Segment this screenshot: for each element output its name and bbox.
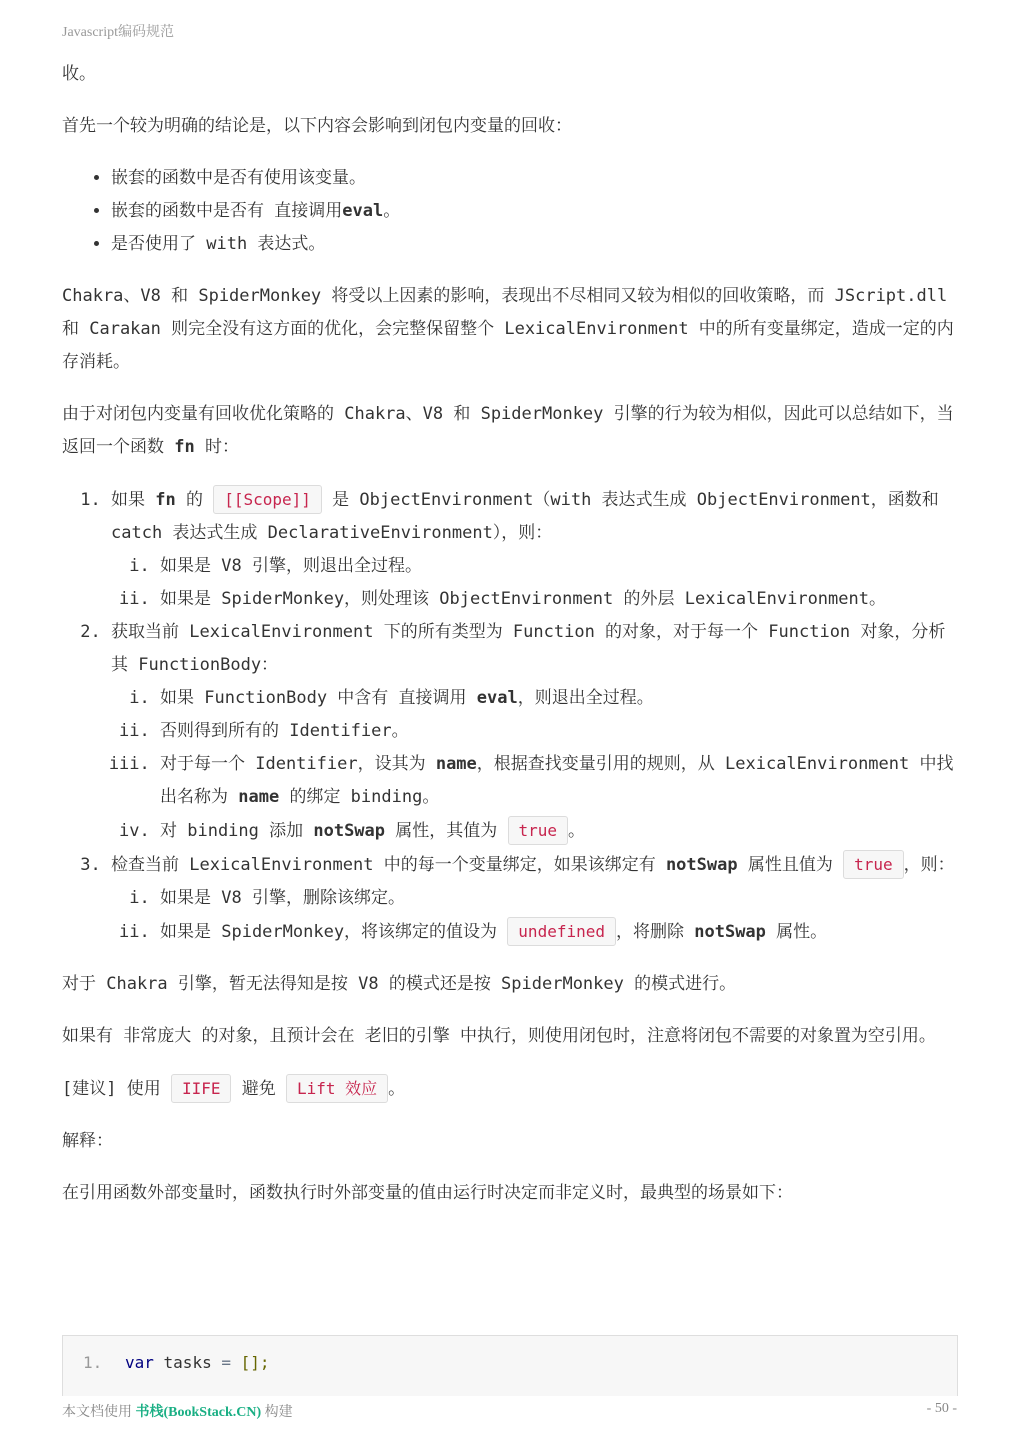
substep-text: ，将删除 bbox=[616, 922, 695, 942]
list-item bbox=[111, 195, 958, 228]
substep: ii. 如果是 SpiderMonkey，则处理该 ObjectEnvironment 的外层 LexicalEnvironment。 bbox=[160, 583, 958, 616]
substeps-list bbox=[111, 682, 958, 848]
factor-list bbox=[62, 162, 958, 261]
substep: i. 如果是 V8 引擎，则退出全过程。 bbox=[160, 550, 958, 583]
paragraph-conclusion: 首先一个较为明确的结论是，以下内容会影响到闭包内变量的回收： bbox=[62, 116, 572, 136]
keyword-name: name bbox=[435, 754, 477, 774]
paragraph-explanation-label: 解释： bbox=[62, 1131, 113, 1151]
substep bbox=[160, 748, 958, 814]
keyword-notswap: notSwap bbox=[313, 821, 386, 841]
inline-code-lift: Lift 效应 bbox=[286, 1074, 388, 1103]
code-operator: = bbox=[221, 1353, 231, 1372]
step-3 bbox=[111, 848, 958, 949]
step-2 bbox=[111, 616, 958, 848]
code-block bbox=[62, 1335, 958, 1396]
paragraph-chakra: 对于 Chakra 引擎，暂无法得知是按 V8 的模式还是按 SpiderMonkey 的模式进行。 bbox=[62, 974, 737, 994]
substep-text: 对 binding 添加 bbox=[160, 821, 314, 841]
substep-text: 对于每一个 Identifier，设其为 bbox=[160, 754, 436, 774]
substep-text: 属性，其值为 bbox=[385, 821, 508, 841]
paragraph-text: 避免 bbox=[231, 1079, 286, 1099]
step-text: 获取当前 LexicalEnvironment 下的所有类型为 Function 的对象，对于每一个 Function 对象，分析其 FunctionBody： bbox=[111, 622, 946, 675]
paragraph-summary bbox=[62, 398, 958, 464]
substep-text: ，根据查找变量引用的规则，从 LexicalEnvironment 中找出名称为 bbox=[160, 754, 954, 807]
keyword-fn: fn bbox=[174, 437, 195, 457]
code-identifier: tasks bbox=[153, 1353, 222, 1372]
page-header-title: Javascript编码规范 bbox=[62, 25, 174, 40]
substep-text: 属性。 bbox=[765, 922, 828, 942]
inline-code-scope: [[Scope]] bbox=[213, 485, 322, 514]
inline-code-true: true bbox=[843, 850, 904, 879]
step-text: 检查当前 LexicalEnvironment 中的每一个变量绑定，如果该绑定有 bbox=[111, 855, 666, 875]
substep-text: 的绑定 binding。 bbox=[279, 787, 440, 807]
substep-text: 如果是 SpiderMonkey，将该绑定的值设为 bbox=[160, 922, 508, 942]
substeps-list bbox=[111, 882, 958, 949]
paragraph-text: 由于对闭包内变量有回收优化策略的 Chakra、V8 和 SpiderMonkey 引擎的行为较为相似，因此可以总结如下，当返回一个函数 bbox=[62, 404, 954, 457]
list-item: • 是否使用了 with 表达式。 bbox=[111, 228, 958, 261]
keyword-fn: fn bbox=[155, 490, 176, 510]
line-number: 1. bbox=[83, 1353, 103, 1372]
step-text: 是 ObjectEnvironment（with 表达式生成 ObjectEnvironment，函数和 catch 表达式生成 DeclarativeEnvironment），则： bbox=[111, 490, 939, 543]
keyword-eval: eval bbox=[476, 688, 518, 708]
substep-text: ，则退出全过程。 bbox=[517, 688, 654, 708]
step-1 bbox=[111, 483, 958, 616]
footer-text: 本文档使用 bbox=[62, 1405, 136, 1420]
footer-text: 构建 bbox=[261, 1405, 293, 1420]
substeps-list bbox=[111, 550, 958, 616]
paragraph-text: 。 bbox=[388, 1079, 406, 1099]
inline-code-undefined: undefined bbox=[507, 917, 616, 946]
keyword-notswap: notSwap bbox=[665, 855, 738, 875]
paragraph-engines: Chakra、V8 和 SpiderMonkey 将受以上因素的影响，表现出不尽相同又较为相似的回收策略，而 JScript.dll 和 Carakan 则完全没有这方面的优化，会完整保留整个 LexicalEnvironment 中的所有变量绑定，造成一定的内存消耗。 bbox=[62, 286, 954, 372]
step-text: 的 bbox=[175, 490, 214, 510]
paragraph-continuation: 收。 bbox=[62, 64, 96, 84]
inline-code-true: true bbox=[508, 816, 569, 845]
substep-text: 。 bbox=[568, 821, 586, 841]
substep bbox=[160, 682, 958, 715]
paragraph-explanation: 在引用函数外部变量时，函数执行时外部变量的值由运行时决定而非定义时，最典型的场景如下： bbox=[62, 1183, 793, 1203]
step-text: 属性且值为 bbox=[737, 855, 844, 875]
substep: ii. 否则得到所有的 Identifier。 bbox=[160, 715, 958, 748]
code-punctuation: []; bbox=[230, 1353, 270, 1372]
paragraph-text: 时： bbox=[194, 437, 239, 457]
footer-brand-link[interactable]: 书栈(BookStack.CN) bbox=[135, 1405, 262, 1420]
list-item-text: 嵌套的函数中是否有 直接调用 bbox=[111, 201, 343, 221]
step-text: ，则： bbox=[903, 855, 955, 875]
footer-credit bbox=[62, 1401, 293, 1421]
document-body bbox=[62, 58, 958, 1229]
list-item: • 嵌套的函数中是否有使用该变量。 bbox=[111, 162, 958, 195]
list-item-text: 。 bbox=[383, 201, 401, 221]
substep bbox=[160, 915, 958, 949]
keyword-name: name bbox=[238, 787, 280, 807]
paragraph-recommendation bbox=[62, 1072, 958, 1106]
substep bbox=[160, 814, 958, 848]
keyword-eval: eval bbox=[342, 201, 384, 221]
code-line bbox=[83, 1353, 270, 1372]
paragraph-large-objects: 如果有 非常庞大 的对象，且预计会在 老旧的引擎 中执行，则使用闭包时，注意将闭包不需要的对象置为空引用。 bbox=[62, 1026, 936, 1046]
paragraph-text: [建议] 使用 bbox=[62, 1079, 171, 1099]
steps-list bbox=[62, 483, 958, 949]
substep: i. 如果是 V8 引擎，删除该绑定。 bbox=[160, 882, 958, 915]
page-number: - 50 - bbox=[926, 1401, 957, 1416]
inline-code-iife: IIFE bbox=[171, 1074, 232, 1103]
code-keyword: var bbox=[125, 1353, 154, 1372]
keyword-notswap: notSwap bbox=[694, 922, 766, 942]
step-text: 如果 bbox=[111, 490, 156, 510]
substep-text: 如果 FunctionBody 中含有 直接调用 bbox=[160, 688, 477, 708]
